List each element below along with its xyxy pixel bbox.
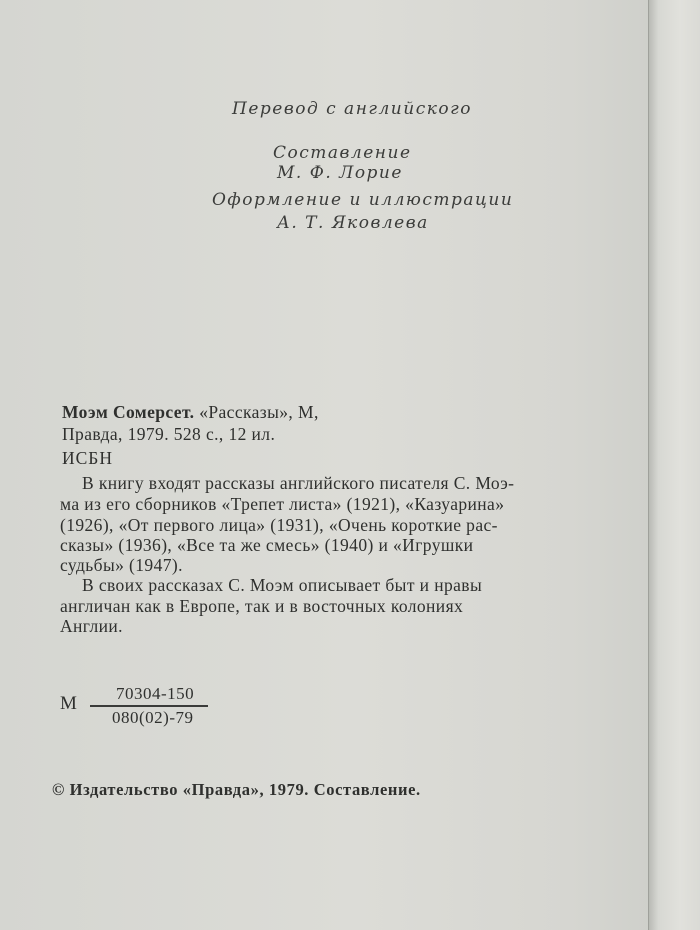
description-line: сказы» (1936), «Все та же смесь» (1940) и «Игрушки: [60, 535, 474, 555]
adjacent-page-edge: [648, 0, 700, 930]
isbn-label: ИСБН: [62, 448, 113, 468]
index-denominator: 080(02)-79: [112, 708, 194, 727]
summary-line: В своих рассказах С. Моэм описывает быт и нравы: [82, 575, 483, 595]
translation-note: Перевод с английского: [232, 99, 472, 119]
catalog-author: Моэм Сомерсет.: [62, 402, 195, 422]
compiler-label: Составление: [273, 143, 412, 163]
designer-name: А. Т. Яковлева: [277, 213, 429, 233]
description-line: (1926), «От первого лица» (1931), «Очень короткие рас-: [60, 515, 498, 535]
summary-line: англичан как в Европе, так и в восточных колониях: [60, 596, 464, 616]
design-label: Оформление и иллюстрации: [212, 190, 514, 210]
index-numerator: 70304-150: [116, 684, 195, 703]
fraction-rule: [90, 705, 208, 707]
catalog-heading: [62, 402, 319, 423]
catalog-title: «Рассказы», М,: [199, 402, 319, 422]
compiler-name: М. Ф. Лорие: [277, 163, 403, 183]
summary-line: Англии.: [60, 616, 123, 636]
index-letter: М: [60, 693, 77, 714]
description-line: судьбы» (1947).: [60, 555, 183, 575]
description-line: В книгу входят рассказы английского писателя С. Моэ-: [82, 473, 515, 493]
description-line: ма из его сборников «Трепет листа» (1921), «Казуарина»: [60, 494, 505, 514]
catalog-imprint: Правда, 1979. 528 с., 12 ил.: [62, 424, 276, 444]
copyright-line: © Издательство «Правда», 1979. Составление.: [52, 780, 421, 799]
